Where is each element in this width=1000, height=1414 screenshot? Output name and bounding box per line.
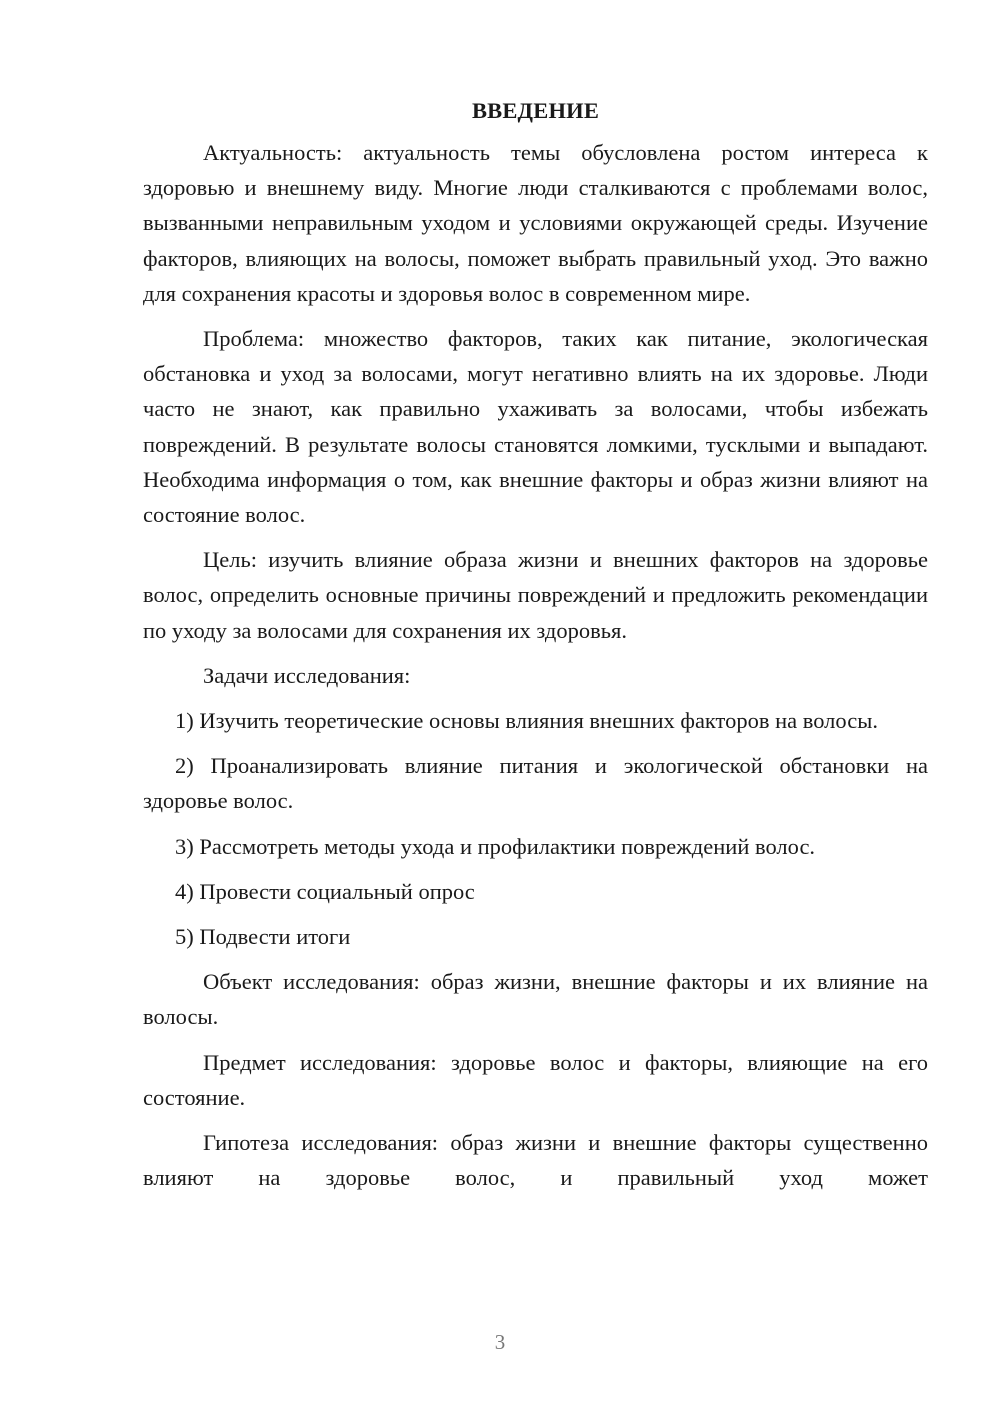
section-title: ВВЕДЕНИЕ — [471, 98, 600, 123]
task-item: 1) Изучить теоретические основы влияния внешних факторов на волосы. — [175, 708, 878, 734]
paragraph-hypothesis: Гипотеза исследования: образ жизни и внешние факторы существенно влияют на здоровье волос, и правильный уход может — [143, 1130, 928, 1191]
paragraph-subject: Предмет исследования: здоровье волос и факторы, влияющие на его состояние. — [143, 1049, 928, 1110]
page-body — [143, 93, 928, 1205]
tasks-heading: Задачи исследования: — [203, 662, 411, 688]
task-item: 4) Провести социальный опрос — [175, 878, 475, 904]
task-item: 2) Проанализировать влияние питания и экологической обстановки на здоровье волос. — [143, 753, 928, 814]
paragraph-relevance: Актуальность: актуальность темы обусловлена ростом интереса к здоровью и внешнему виду. Многие люди сталкиваются с проблемами волос, вызванными неправильным уходом и условиями окружающей среды. Изучение факторов, влияющих на волосы, поможет выбрать правильный уход. Это важно для сохранения красоты и здоровья волос в современном мире. — [143, 140, 928, 306]
paragraph-object: Объект исследования: образ жизни, внешние факторы и их влияние на волосы. — [143, 969, 928, 1030]
task-item: 5) Подвести итоги — [175, 924, 351, 950]
page-number: 3 — [494, 1330, 506, 1354]
task-item: 3) Рассмотреть методы ухода и профилактики повреждений волос. — [175, 833, 816, 859]
paragraph-problem: Проблема: множество факторов, таких как питание, экологическая обстановка и уход за волосами, могут негативно влиять на их здоровье. Люди часто не знают, как правильно ухаживать за волосами, чтобы избежать повреждений. В результате волосы становятся ломкими, тусклыми и выпадают. Необходима информация о том, как внешние факторы и образ жизни влияют на состояние волос. — [143, 326, 928, 528]
paragraph-goal: Цель: изучить влияние образа жизни и внешних факторов на здоровье волос, определить основные причины повреждений и предложить рекомендации по уходу за волосами для сохранения их здоровья. — [143, 547, 928, 643]
